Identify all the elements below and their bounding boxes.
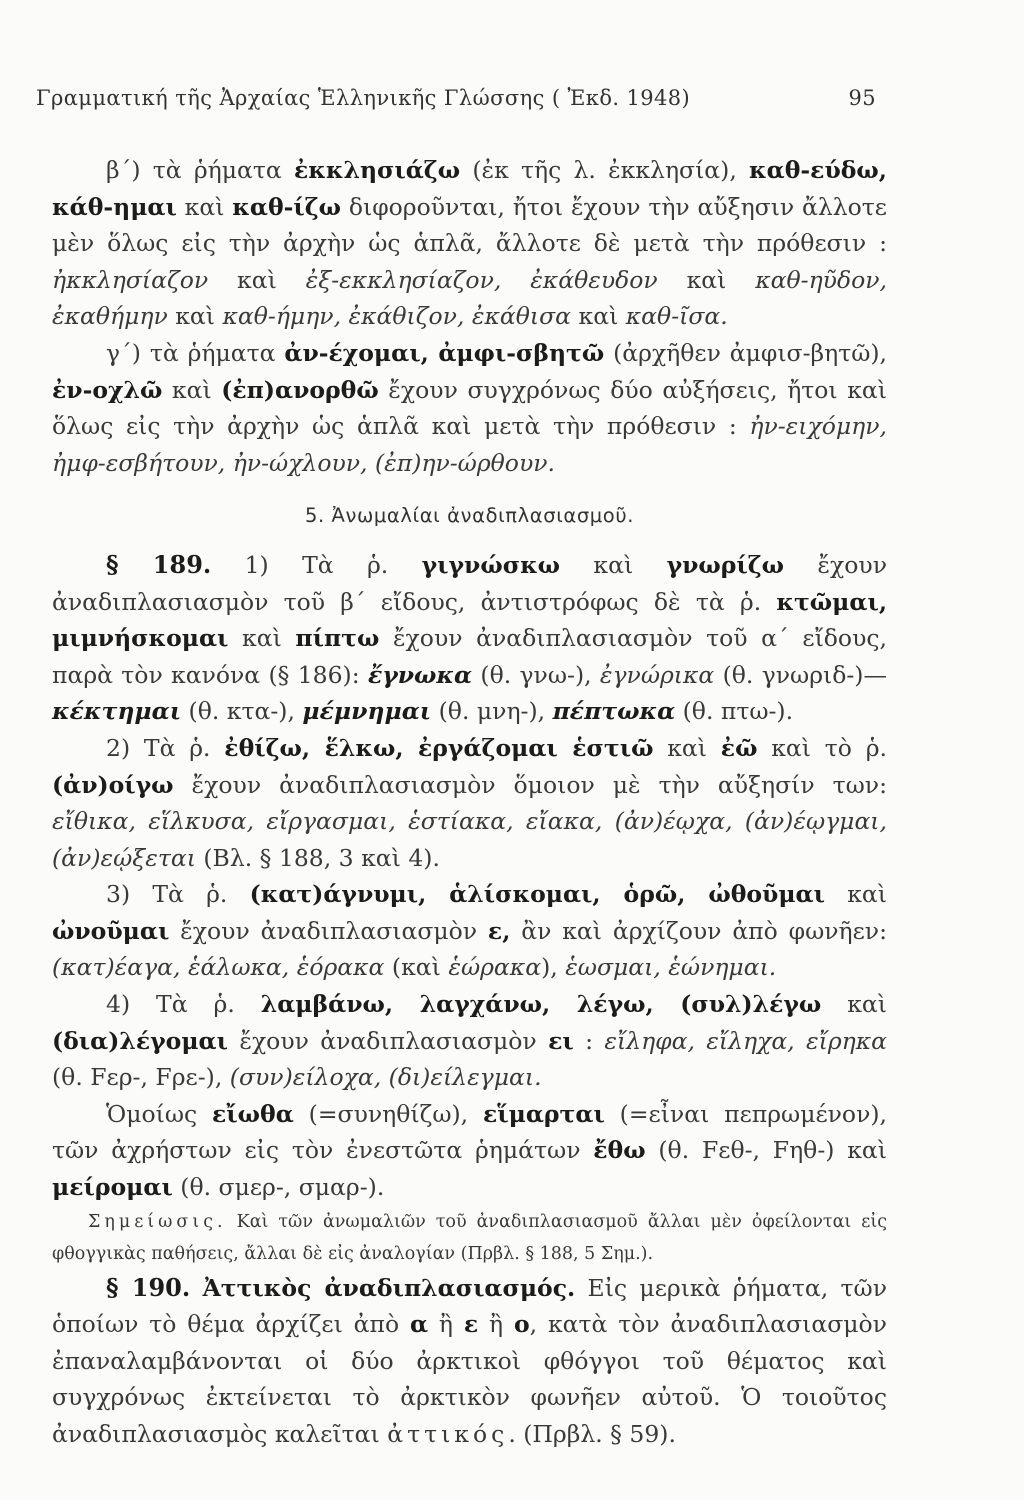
text-run: 3) Τὰ ῥ. [106,880,250,909]
note [52,1206,887,1270]
term: ἔθω [593,1136,646,1165]
text-run: ἔχουν ἀναδιπλασιασμὸν [169,916,488,945]
term: ἐθίζω, ἕλκω, ἐργάζομαι ἑστιῶ [224,733,654,762]
text-run: καὶ [825,880,887,909]
text-run: ἔχουν ἀναδιπλασιασμὸν τοῦ α΄ εἴδους, παρὰ τὸν κανόνα (§ 186): [52,624,887,689]
term: γνωρίζω [666,550,785,579]
term: μείρομαι [52,1173,173,1202]
text-run: (=εἶναι πεπρωμένον), τῶν ἀχρήστων εἰς τὸν ἐνεστῶτα ῥημάτων [52,1099,888,1165]
text-run: (θ. πτω-). [675,697,794,726]
term-spaced: ἀττικός [387,1420,509,1448]
section-190 [52,1270,887,1453]
text-run: ἔχουν συγχρόνως δύο αὐξήσεις, ἤτοι καὶ ὅλως εἰς τὴν ἀρχὴν ὡς ἁπλᾶ καὶ μετὰ τὴν πρόθεσιν : [52,375,887,441]
term: ἐῶ [720,733,758,762]
text-run: (θ. Fεθ-, Fηθ-) καὶ [645,1136,887,1165]
example: ἐγνώρικα [599,660,715,689]
text-run: (θ. γνωριδ-)— [714,660,887,689]
term: α [409,1310,429,1339]
text-run: (=συνηθίζω), [293,1099,483,1128]
text-run: (ἀρχῆθεν ἀμφισ-βητῶ), [604,338,887,367]
text-run: (ἐκ τῆς λ. ἐκκλησία), [460,156,750,184]
section-number: § 190. [106,1272,191,1302]
term: ο [513,1310,530,1339]
text-run: Εἰς μερικὰ ῥήματα, τῶν ὁποίων τὸ θέμα ἀρχίζει ἀπὸ [52,1273,887,1339]
section-189-p1 [52,547,887,730]
example: (συν)είλοχα, (δι)είλεγμαι. [229,1063,542,1092]
text-run: καὶ [571,302,626,331]
term: ε [463,1310,479,1339]
text-run: διφοροῦνται, ἤτοι ἔχουν τὴν αὔξησιν ἄλλοτε μὲν ὅλως εἰς τὴν ἀρχὴν ὡς ἁπλᾶ, ἄλλοτε δὲ μετὰ τὴν πρόθεσιν : [52,192,887,258]
example: ἑωσμαι, ἑώνημαι. [565,953,777,982]
section-189-p2 [52,730,887,876]
term: εἵμαρται [482,1099,605,1128]
text-run: καὶ [208,265,306,294]
section-189-p4 [52,986,887,1096]
text-run: ἔχουν ἀναδιπλασιασμὸν ὅμοιον μὲ τὴν αὔξησίν των: [173,770,887,799]
text-run: Ὁμοίως [106,1099,213,1128]
example: εἴληφα, εἴληχα, εἴρηκα [604,1026,887,1055]
text-run: 1) Τὰ ῥ. [211,550,422,579]
example: καθ-ηῦδον, ἐκαθήμην [52,265,888,331]
text-run: ἔχουν ἀναδιπλασιασμὸν [227,1026,549,1055]
text-run: (Βλ. § 188, 3 καὶ 4). [195,843,440,872]
text-run: καὶ [228,624,296,653]
term: κτῶμαι, μιμνήσκομαι [52,587,887,653]
term: λαμβάνω, λαγχάνω, λέγω, (συλ)λέγω [260,990,822,1019]
term: πίπτω [295,624,380,653]
example: ἔγνωκα [367,660,473,689]
text-run: καὶ [653,733,721,762]
term: καθ-ίζω [232,192,342,221]
example: ἐξ-εκκλησίαζον, ἐκάθευδον [305,265,658,294]
text-run: 2) Τὰ ῥ. [106,733,225,762]
note-text: Καὶ τῶν ἀνωμαλιῶν τοῦ ἀναδιπλασιασμοῦ ἄλλαι μὲν ὀφείλονται εἰς φθογγικὰς παθήσεις, ἄλλαι δὲ εἰς ἀναλογίαν (Πρβλ. § 188, 5 Σημ.). [52,1211,887,1264]
section-number: § 189. [106,549,212,579]
running-head [36,86,876,110]
text-run: καὶ [560,550,667,579]
term: ει [548,1026,574,1055]
term: εἴωθα [212,1099,294,1128]
section-title: Ἀττικὸς ἀναδιπλασιασμός. [202,1273,576,1302]
example: εἴθικα, εἵλκυσα, εἴργασμαι, ἑστίακα, εἴακα, (ἀν)έῳχα, (ἀν)έῳγμαι, (ἀν)εῴξεται [52,807,887,872]
text-run [190,1274,202,1302]
term: ὠνοῦμαι [52,916,170,945]
example: (κατ)έαγα, ἑάλωκα, ἑόρακα [52,953,385,982]
term: καθ-εύδω, κάθ-ημαι [52,156,887,221]
text-run: καὶ [821,990,888,1019]
example: καθ-ῖσα. [625,302,728,331]
term: γιγνώσκω [421,550,561,579]
body-text [52,152,887,1453]
text-run: (θ. σμερ-, σμαρ-). [172,1173,385,1202]
term: (δια)λέγομαι [52,1026,228,1055]
text-run: ἔχουν ἀναδιπλασιασμὸν τοῦ β΄ εἴδους, ἀντιστρόφως δὲ τὰ ῥ. [52,550,887,616]
note-label: Σημείωσις. [88,1211,227,1232]
text-run: (καὶ [384,953,449,982]
term: (ἐπ)ανορθῶ [221,375,379,404]
text-run: (θ. μνη-), [431,697,553,726]
term: (ἀν)οίγω [52,770,174,799]
term: ἐν-οχλῶ [52,375,163,404]
text-run: (θ. γνω-), [472,660,600,689]
text-run: . (Πρβλ. § 59). [508,1420,676,1448]
example: ἠν-ειχόμην, ἠμφ-εσβήτουν, ἠν-ώχλουν, (ἐπ)ην-ώρθουν. [52,412,887,477]
term: ε, [487,916,511,945]
term: ἀν-έχομαι, ἀμφι-σβητῶ [284,338,605,367]
text-run: καὶ [167,302,223,331]
text-run: (θ. κτα-), [181,697,303,726]
text-run: , κατὰ τὸν ἀναδιπλασιασμὸν ἐπαναλαμβάνονται οἱ δύο ἀρκτικοὶ φθόγγοι τοῦ θέματος καὶ συγχρόνως ἐκτείνεται τὸ ἀρκτικὸν φωνῆεν αὐτοῦ. Ὁ τοιοῦτος ἀναδιπλασιασμὸς καλεῖται [52,1310,887,1448]
page-number: 95 [848,86,876,110]
text-run: ἂν καὶ ἀρχίζουν ἀπὸ φωνῆεν: [510,916,887,945]
text-run: καὶ [657,265,756,294]
example: ἑώρακα [448,953,542,982]
example: ἠκκλησίαζον [52,265,209,294]
example: πέπτωκα [552,697,676,726]
paragraph-beta [52,152,887,335]
text-run: γ΄) τὰ ῥήματα [106,338,285,367]
subheading: 5. Ἀνωμαλίαι ἀναδιπλασιασμοῦ. [304,504,635,528]
section-189-p3 [52,876,887,986]
text-run: ἢ [478,1310,514,1339]
example: μέμνημαι [302,697,432,726]
text-run: καὶ τὸ ῥ. [757,733,888,762]
paragraph-gamma [52,335,887,481]
text-run: καὶ [162,375,222,404]
text-run: ), [541,953,566,982]
example: κέκτημαι [52,697,182,726]
text-run: (θ. Fερ-, Fρε-), [52,1063,230,1092]
term: ἐκκλησιάζω [293,156,461,184]
section-189-p5 [52,1096,887,1206]
text-run: καὶ [176,192,233,221]
running-head-title: Γραμματική τῆς Ἀρχαίας Ἑλληνικῆς Γλώσσης ( Ἐκδ. 1948) [36,86,691,110]
text-run: ἢ [428,1310,464,1339]
example: καθ-ήμην, ἐκάθιζον, ἐκάθισα [222,302,572,331]
term: (κατ)άγνυμι, ἁλίσκομαι, ὁρῶ, ὠθοῦμαι [249,880,826,909]
text-run: : [573,1026,605,1055]
text-run: β΄) τὰ ῥήματα [106,156,294,184]
text-run: 4) Τὰ ῥ. [106,990,261,1019]
